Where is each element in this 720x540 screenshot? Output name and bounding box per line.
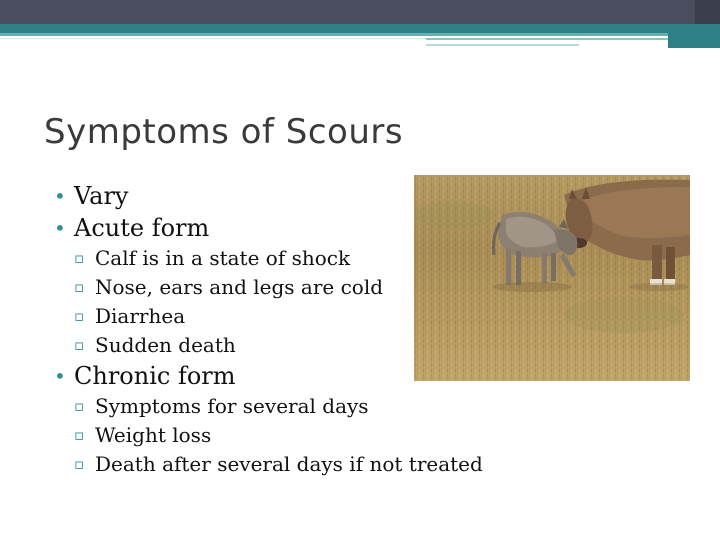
header-band-teal-light	[0, 33, 720, 36]
bullet-icon: •	[54, 216, 66, 240]
header-rule-faint	[0, 38, 426, 39]
sub-list-item	[52, 392, 512, 421]
sub-bullet-icon: ▫	[74, 455, 85, 473]
sub-list-item-text: Nose, ears and legs are cold	[95, 275, 384, 299]
header-band-dark	[0, 0, 720, 24]
sub-list-item-text: Calf is in a state of shock	[95, 246, 351, 270]
sub-bullet-icon: ▫	[74, 307, 85, 325]
header-band-teal	[0, 24, 720, 33]
sub-list-item-text: Death after several days if not treated	[95, 452, 483, 476]
bullet-icon: •	[54, 184, 66, 208]
list-item-text: Vary	[74, 182, 129, 210]
sub-bullet-icon: ▫	[74, 426, 85, 444]
cow-and-calf-photo	[414, 175, 690, 381]
sub-bullet-icon: ▫	[74, 278, 85, 296]
header-rule-long	[426, 38, 668, 40]
header-corner-teal	[668, 24, 720, 48]
bullet-icon: •	[54, 364, 66, 388]
list-item-text: Acute form	[74, 214, 210, 242]
sub-bullet-icon: ▫	[74, 397, 85, 415]
sub-list-item-text: Symptoms for several days	[95, 394, 369, 418]
list-item-text: Chronic form	[74, 362, 236, 390]
header-rule-short	[426, 44, 579, 46]
sub-list-item	[52, 450, 512, 479]
sub-list-item-text: Diarrhea	[95, 304, 186, 328]
sub-bullet-icon: ▫	[74, 249, 85, 267]
sub-list-item-text: Weight loss	[95, 423, 212, 447]
slide-title: Symptoms of Scours	[44, 112, 404, 152]
sub-list-item-text: Sudden death	[95, 333, 236, 357]
sub-bullet-icon: ▫	[74, 336, 85, 354]
sub-list-item	[52, 421, 512, 450]
